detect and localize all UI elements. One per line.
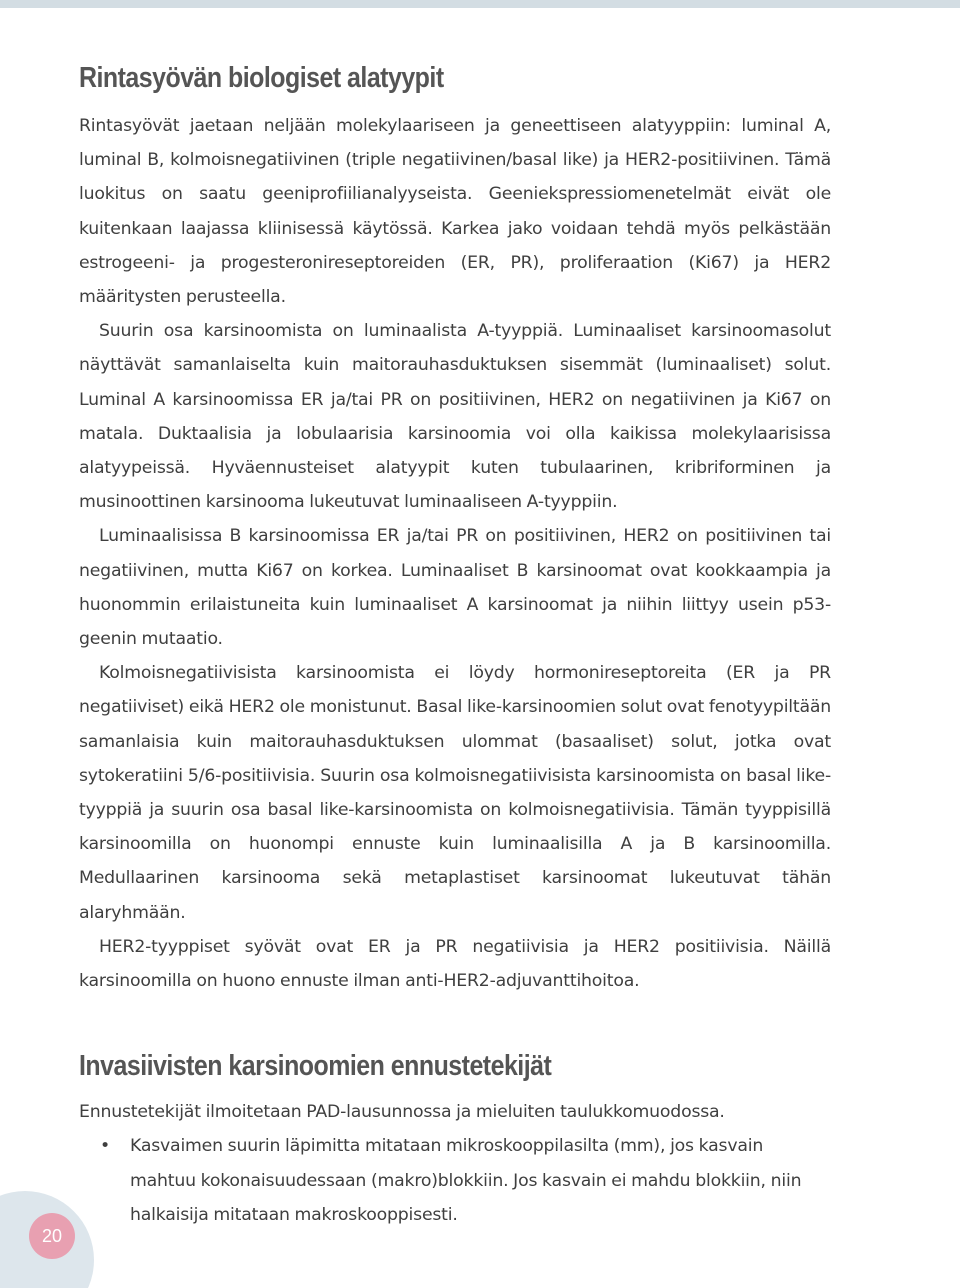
bullet-list: [79, 1129, 831, 1232]
list-item-text: Kasvaimen suurin läpimitta mitataan mikroskooppilasilta (mm), jos kasvain mahtuu kokonaisuudessaan (makro)blokkiin. Jos kasvain ei mahdu blokkiin, niin halkaisija mitataan makroskooppisesti.: [130, 1136, 802, 1225]
paragraph-subtypes-intro: Rintasyövät jaetaan neljään molekylaariseen ja geneettiseen alatyyppiin: luminal A, luminal B, kolmoisnegatiivinen (triple negatiivinen/basal like) ja HER2-positiivinen. Tämä luokitus on saatu geeniprofiilianalyyseista. Geeniekspressiomenetelmät eivät ole kuitenkaan laajassa kliinisessä käytössä. Karkea jako voidaan tehdä myös pelkästään estrogeeni- ja progesteronireseptoreiden (ER, PR), proliferaation (Ki67) ja HER2 määritysten perusteella.: [79, 116, 831, 308]
bullet-marker: •: [100, 1136, 110, 1157]
section-heading-biological-subtypes: Rintasyövän biologiset alatyypit: [79, 62, 444, 94]
list-item: [79, 1129, 831, 1232]
top-decorative-bar: [0, 0, 960, 8]
paragraph-prognostic-intro: Ennustetekijät ilmoitetaan PAD-lausunnossa ja mieluiten taulukkomuodossa.: [79, 1102, 725, 1123]
page-content: [79, 62, 831, 1232]
page-number: 20: [29, 1213, 75, 1259]
paragraph-luminal-a: Suurin osa karsinoomista on luminaalista A-tyyppiä. Luminaaliset karsinoomasolut näyttävät samanlaiselta kuin maitorauhasduktuksen sisemmät (luminaaliset) solut. Luminal A karsinoomissa ER ja/tai PR on positiivinen, HER2 on negatiivinen ja Ki67 on matala. Duktaalisia ja lobulaarisia karsinoomia voi olla kaikissa molekylaarisissa alatyypeissä. Hyväennusteiset alatyypit kuten tubulaarinen, kribriforminen ja musinoottinen karsinooma lukeutuvat luminaaliseen A-tyyppiin.: [79, 321, 831, 513]
paragraph-luminal-b: Luminaalisissa B karsinoomissa ER ja/tai PR on positiivinen, HER2 on positiivinen tai negatiivinen, mutta Ki67 on korkea. Luminaaliset B karsinoomat ovat kookkaampia ja huonommin erilaistuneita kuin luminaaliset A karsinoomat ja niihin liittyy usein p53-geenin mutaatio.: [79, 526, 831, 650]
paragraph-her2: HER2-tyyppiset syövät ovat ER ja PR negatiivisia ja HER2 positiivisia. Näillä karsinoomilla on huono ennuste ilman anti-HER2-adjuvanttihoitoa.: [79, 936, 831, 992]
section-heading-prognostic-factors: Invasiivisten karsinoomien ennustetekijät: [79, 1050, 552, 1083]
paragraph-triple-negative: Kolmoisnegatiivisista karsinoomista ei löydy hormonireseptoreita (ER ja PR negatiiviset) eikä HER2 ole monistunut. Basal like-karsinoomien solut ovat fenotyypiltään samanlaisia kuin maitorauhasduktuksen ulommat (basaaliset) solut, jotka ovat sytokeratiini 5/6-positiivisia. Suurin osa kolmoisnegatiivisista karsinoomista on basal like-tyyppiä ja suurin osa basal like-karsinoomista on kolmoisnegatiivisia. Tämän tyyppisillä karsinoomilla on huonompi ennuste kuin luminaalisilla A ja B karsinoomilla. Medullaarinen karsinooma sekä metaplastiset karsinoomat lukeutuvat tähän alaryhmään.: [79, 663, 832, 923]
